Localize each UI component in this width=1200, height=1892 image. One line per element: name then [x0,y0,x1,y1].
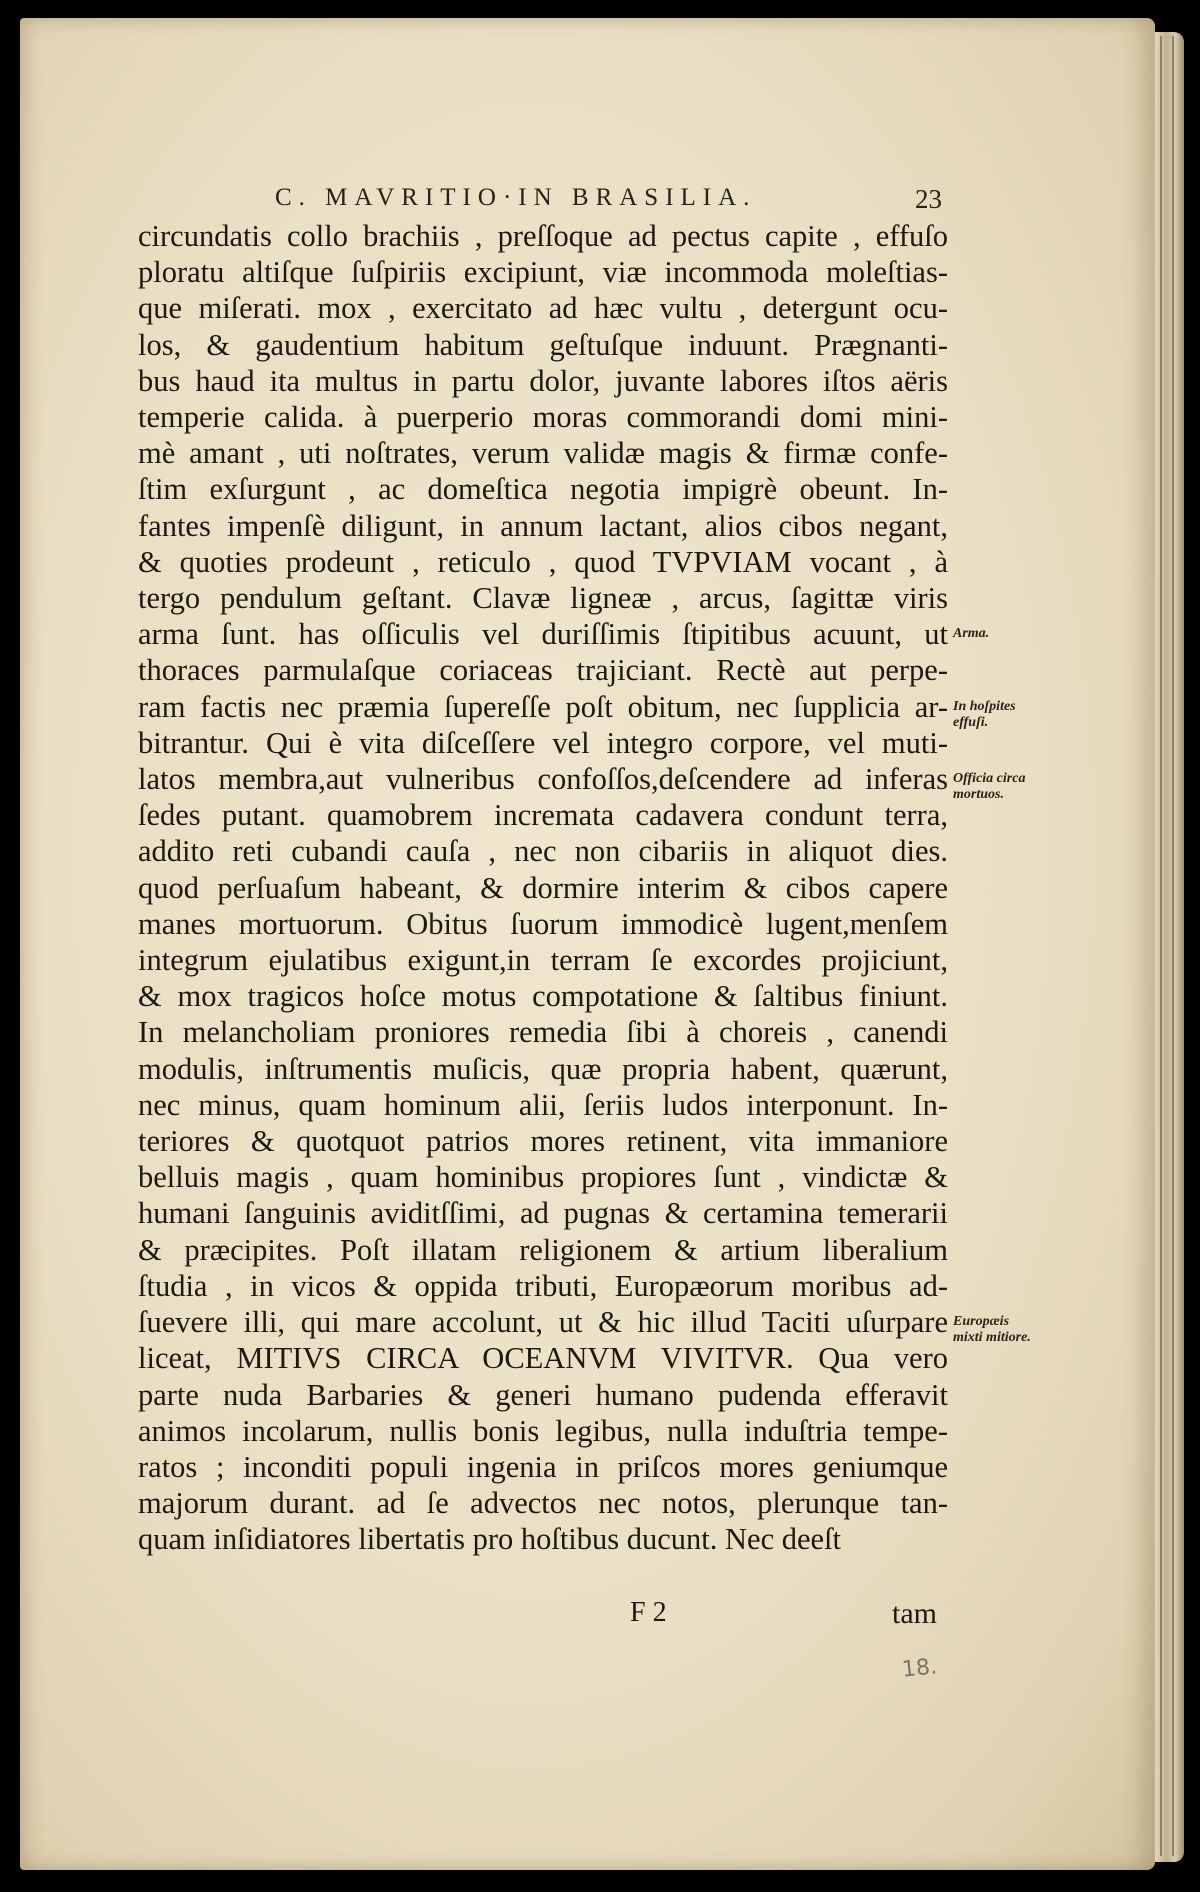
text-line: que miſerati. mox , exercitato ad hæc vultu , detergunt ocu- [138,291,948,326]
text-line: los, & gaudentium habitum geſtuſque induunt. Prægnanti- [138,327,948,362]
text-line: majorum durant. ad ſe advectos nec notos, plerunque tan- [138,1486,948,1521]
running-title: C. MAVRITIO·IN BRASILIA. [275,184,757,211]
text-line: bitrantur. Qui è vita diſceſſere vel integro corpore, vel muti- [138,725,948,760]
text-line: ploratu altiſque ſuſpiriis excipiunt, viæ incommoda moleſtias- [138,255,948,290]
catchword: tam [892,1597,937,1630]
margin-note: Officia circa mortuos. [953,771,1026,802]
text-line: animos incolarum, nullis bonis legibus, nulla induſtria tempe- [138,1413,948,1448]
margin-note: Europæis mixti mitiore. [953,1314,1031,1345]
text-line: ratos ; inconditi populi ingenia in priſcos mores geniumque [138,1449,948,1484]
text-line: manes mortuorum. Obitus ſuorum immodicè lugent,menſem [138,906,948,941]
text-line: quam inſidiatores libertatis pro hoſtibus ducunt. Nec deeſt [138,1522,842,1557]
text-line: liceat, MITIVS CIRCA OCEANVM VIVITVR. Qua vero [138,1341,948,1376]
text-line: tergo pendulum geſtant. Clavæ ligneæ , arcus, ſagittæ viris [138,581,948,616]
text-line: ſedes putant. quamobrem incremata cadavera condunt terra, [138,798,948,833]
text-line: parte nuda Barbaries & generi humano pudenda efferavit [138,1377,948,1412]
pencil-folio-number: 18. [900,1654,939,1683]
text-line: ſtim exſurgunt , ac domeſtica negotia impigrè obeunt. In- [138,472,948,507]
margin-note: Arma. [953,626,990,642]
text-line: mè amant , uti noſtrates, verum validæ magis & firmæ confe- [138,436,948,471]
text-line: nec minus, quam hominum alii, ſeriis ludos interponunt. In- [138,1087,948,1122]
text-line: ſuevere illi, qui mare accolunt, ut & hic illud Taciti uſurpare [138,1305,948,1340]
text-line: circundatis collo brachiis , preſſoque ad pectus capite , effuſo [138,219,948,253]
body-text [138,218,948,1558]
text-line: fantes impenſè diligunt, in annum lactant, alios cibos negant, [138,508,948,543]
page-edge-line [1172,36,1174,1856]
text-line: temperie calida. à puerperio moras commorandi domi mini- [138,400,948,435]
text-line: & præcipites. Poſt illatam religionem & artium liberalium [138,1232,948,1267]
page-edge-line [1160,36,1162,1856]
text-line: modulis, inſtrumentis muſicis, quæ propria habent, quærunt, [138,1051,948,1086]
text-line: thoraces parmulaſque coriaceas trajiciant. Rectè aut perpe- [138,653,948,688]
text-line: ſtudia , in vicos & oppida tributi, Europæorum moribus ad- [138,1268,948,1303]
text-line: integrum ejulatibus exigunt,in terram ſe excordes projiciunt, [138,943,948,978]
text-line: quod perſuaſum habeant, & dormire interim & cibos capere [138,870,948,905]
text-line: & quoties prodeunt , reticulo , quod TVPVIAM vocant , à [138,544,948,579]
page-number: 23 [915,184,942,214]
text-line: addito reti cubandi cauſa , nec non cibariis in aliquot dies. [138,834,948,869]
margin-note: In hoſpites effuſi. [953,698,1016,730]
text-line: teriores & quotquot patrios mores retinent, vita immaniore [138,1124,948,1159]
text-line: bus haud ita multus in partu dolor, juvante labores iſtos aëris [138,363,948,398]
text-line: & mox tragicos hoſce motus compotatione & ſaltibus finiunt. [138,979,948,1014]
text-line: arma ſunt. has oſſiculis vel duriſſimis ſtipitibus acuunt, ut [138,617,948,652]
text-line: ram factis nec præmia ſupereſſe poſt obitum, nec ſupplicia ar- [138,689,948,724]
text-line: humani ſanguinis aviditſſimi, ad pugnas & certamina temerarii [138,1196,948,1231]
text-line: belluis magis , quam hominibus propiores ſunt , vindictæ & [138,1160,948,1195]
text-line: latos membra,aut vulneribus confoſſos,deſcendere ad inferas [138,762,948,797]
text-line: In melancholiam proniores remedia ſibi à choreis , canendi [138,1015,948,1050]
signature-mark: F 2 [630,1597,667,1628]
